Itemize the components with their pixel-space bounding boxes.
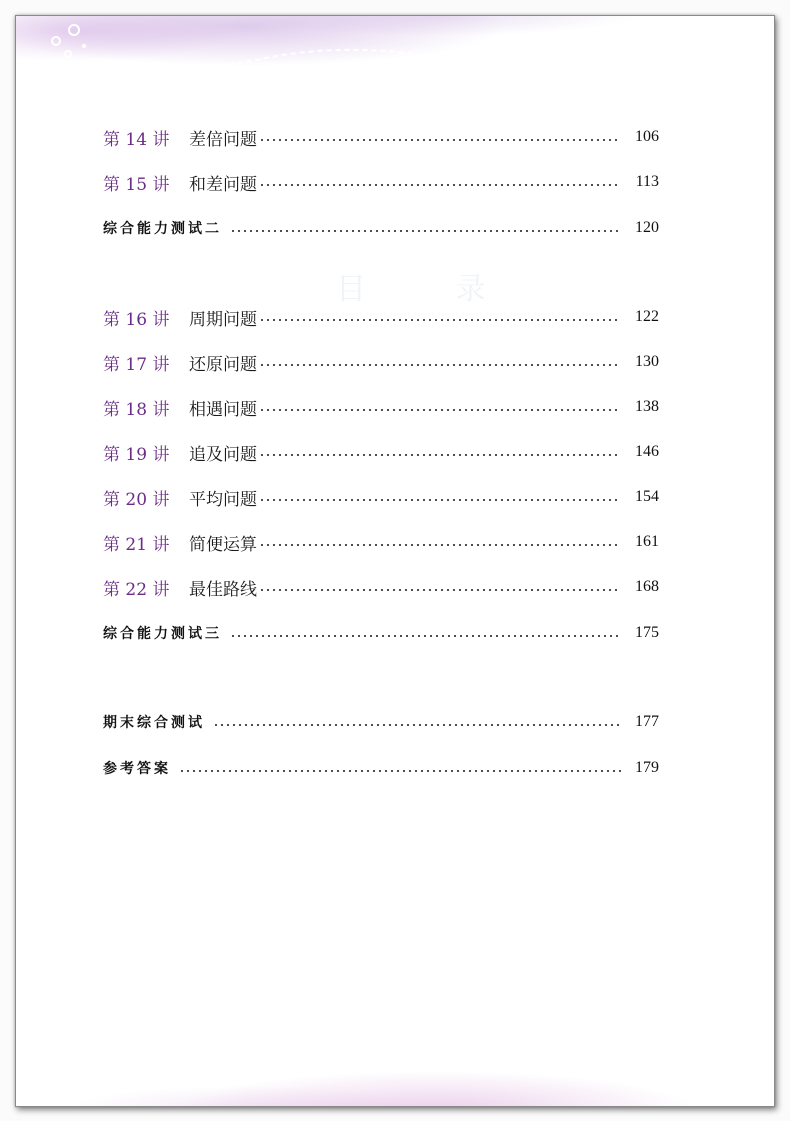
dot-leader xyxy=(259,319,621,321)
lecture-title: 差倍问题 xyxy=(189,129,257,150)
lecture-number: 第 17 讲 xyxy=(103,354,170,375)
lecture-title: 追及问题 xyxy=(189,444,257,465)
dot-leader xyxy=(259,499,621,501)
lecture-number: 第 20 讲 xyxy=(103,489,170,510)
dot-leader xyxy=(230,635,621,637)
lecture-number: 第 15 讲 xyxy=(103,174,170,195)
dot-leader xyxy=(259,589,621,591)
ghost-heading: 目 录 xyxy=(336,272,526,307)
lecture-title: 简便运算 xyxy=(189,534,257,555)
dot-leader xyxy=(230,230,621,232)
page-number: 122 xyxy=(635,308,659,325)
toc-entry-lecture-19[interactable] xyxy=(103,439,659,465)
dot-leader xyxy=(259,409,621,411)
dot-leader xyxy=(213,724,621,726)
section-title: 参考答案 xyxy=(103,761,171,777)
toc-entry-lecture-16[interactable] xyxy=(103,304,659,330)
dashed-swirl-decoration xyxy=(16,16,774,86)
toc-entry-lecture-14[interactable] xyxy=(103,124,659,150)
page-number: 154 xyxy=(635,488,659,505)
section-title: 期末综合测试 xyxy=(103,715,205,731)
page-number: 106 xyxy=(635,128,659,145)
top-watercolor-decoration xyxy=(16,16,774,86)
dot-leader xyxy=(259,184,621,186)
lecture-title: 平均问题 xyxy=(189,489,257,510)
lecture-number: 第 21 讲 xyxy=(103,534,170,555)
dot-leader xyxy=(259,364,621,366)
toc-entry-lecture-15[interactable] xyxy=(103,169,659,195)
toc-entry-lecture-20[interactable] xyxy=(103,484,659,510)
toc-entry-final-test[interactable] xyxy=(103,709,659,735)
lecture-number: 第 19 讲 xyxy=(103,444,170,465)
toc-entry-answers[interactable] xyxy=(103,755,659,781)
lecture-number: 第 16 讲 xyxy=(103,309,170,330)
page-number: 120 xyxy=(635,219,659,236)
lecture-number: 第 14 讲 xyxy=(103,129,170,150)
lecture-title: 最佳路线 xyxy=(189,579,257,600)
lecture-title: 相遇问题 xyxy=(189,399,257,420)
dot-leader xyxy=(259,454,621,456)
toc-entry-lecture-21[interactable] xyxy=(103,529,659,555)
page-number: 175 xyxy=(635,624,659,641)
lecture-number: 第 22 讲 xyxy=(103,579,170,600)
dot-leader xyxy=(259,544,621,546)
toc-entry-test-2[interactable] xyxy=(103,215,659,241)
page-number: 179 xyxy=(635,759,659,776)
lecture-number: 第 18 讲 xyxy=(103,399,170,420)
page-number: 168 xyxy=(635,578,659,595)
toc-entry-lecture-17[interactable] xyxy=(103,349,659,375)
document-page xyxy=(15,15,775,1107)
page-number: 161 xyxy=(635,533,659,550)
toc-entry-lecture-22[interactable] xyxy=(103,574,659,600)
section-title: 综合能力测试二 xyxy=(103,221,222,237)
bottom-watercolor-decoration xyxy=(16,1066,774,1106)
page-number: 146 xyxy=(635,443,659,460)
dot-leader xyxy=(259,139,621,141)
page-number: 113 xyxy=(635,173,659,190)
lecture-title: 和差问题 xyxy=(189,174,257,195)
lecture-title: 周期问题 xyxy=(189,309,257,330)
page-number: 177 xyxy=(635,713,659,730)
section-title: 综合能力测试三 xyxy=(103,626,222,642)
toc-entry-lecture-18[interactable] xyxy=(103,394,659,420)
page-number: 138 xyxy=(635,398,659,415)
page-number: 130 xyxy=(635,353,659,370)
toc-entry-test-3[interactable] xyxy=(103,620,659,646)
dot-leader xyxy=(179,770,621,772)
lecture-title: 还原问题 xyxy=(189,354,257,375)
